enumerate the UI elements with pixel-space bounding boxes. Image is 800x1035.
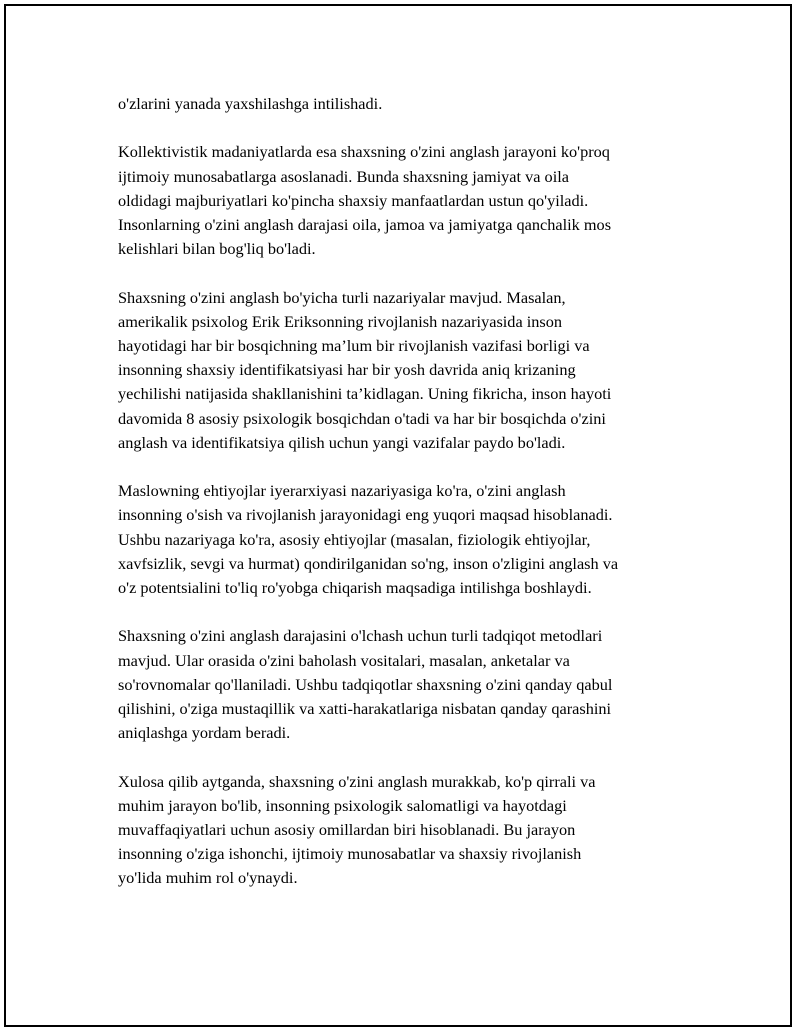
paragraph-6 bbox=[118, 770, 688, 891]
text-line: muhim jarayon bo'lib, insonning psixologik salomatligi va hayotdagi bbox=[118, 795, 567, 815]
paragraph-5 bbox=[118, 624, 688, 745]
text-line: yechilishi natijasida shakllanishini ta’kidlagan. Uning fikricha, inson hayoti bbox=[118, 384, 612, 404]
paragraph-1 bbox=[118, 92, 688, 116]
text-line: Maslowning ehtiyojlar iyerarxiyasi nazariyasiga ko'ra, o'zini anglash bbox=[118, 481, 566, 501]
text-line: so'rovnomalar qo'llaniladi. Ushbu tadqiqotlar shaxsning o'zini qanday qabul bbox=[118, 674, 613, 694]
text-line: insonning o'sish va rivojlanish jarayonidagi eng yuqori maqsad hisoblanadi. bbox=[118, 505, 613, 525]
paragraph-2 bbox=[118, 140, 688, 261]
text-line: aniqlashga yordam beradi. bbox=[118, 723, 291, 743]
text-line: amerikalik psixolog Erik Eriksonning rivojlanish nazariyasida inson bbox=[118, 311, 563, 331]
text-line: xavfsizlik, sevgi va hurmat) qondirilganidan so'ng, inson o'zligini anglash va bbox=[118, 553, 619, 573]
text-line: davomida 8 asosiy psixologik bosqichdan o'tadi va har bir bosqichda o'zini bbox=[118, 408, 606, 428]
text-line: yo'lida muhim rol o'ynaydi. bbox=[118, 868, 298, 888]
text-line: muvaffaqiyatlari uchun asosiy omillardan biri hisoblanadi. Bu jarayon bbox=[118, 820, 576, 840]
paragraph-4 bbox=[118, 479, 688, 600]
text-line: mavjud. Ular orasida o'zini baholash vositalari, masalan, anketalar va bbox=[118, 650, 570, 670]
text-line: ijtimoiy munosabatlarga asoslanadi. Bunda shaxsning jamiyat va oila bbox=[118, 166, 569, 186]
text-line: insonning shaxsiy identifikatsiyasi har bir yosh davrida aniq krizaning bbox=[118, 360, 576, 380]
text-line: Shaxsning o'zini anglash bo'yicha turli nazariyalar mavjud. Masalan, bbox=[118, 287, 566, 307]
text-line: o'z potentsialini to'liq ro'yobga chiqarish maqsadiga intilishga boshlaydi. bbox=[118, 578, 592, 598]
text-line: Shaxsning o'zini anglash darajasini o'lchash uchun turli tadqiqot metodlari bbox=[118, 626, 603, 646]
document-body bbox=[118, 92, 688, 915]
text-line: Xulosa qilib aytganda, shaxsning o'zini anglash murakkab, ko'p qirrali va bbox=[118, 771, 596, 791]
text-line: qilishini, o'ziga mustaqillik va xatti-harakatlariga nisbatan qanday qarashini bbox=[118, 699, 612, 719]
text-line: Kollektivistik madaniyatlarda esa shaxsning o'zini anglash jarayoni ko'proq bbox=[118, 142, 610, 162]
text-line: Insonlarning o'zini anglash darajasi oila, jamoa va jamiyatga qanchalik mos bbox=[118, 215, 612, 234]
text-line: Ushbu nazariyaga ko'ra, asosiy ehtiyojlar (masalan, fiziologik ehtiyojlar, bbox=[118, 529, 591, 549]
text-line: insonning o'ziga ishonchi, ijtimoiy munosabatlar va shaxsiy rivojlanish bbox=[118, 844, 582, 864]
text-line: hayotidagi har bir bosqichning ma’lum bir rivojlanish vazifasi borligi va bbox=[118, 336, 590, 355]
text-line: o'zlarini yanada yaxshilashga intilishadi. bbox=[118, 94, 383, 113]
text-line: kelishlari bilan bog'liq bo'ladi. bbox=[118, 239, 316, 259]
paragraph-3 bbox=[118, 286, 688, 455]
text-line: oldidagi majburiyatlari ko'pincha shaxsiy manfaatlardan ustun qo'yiladi. bbox=[118, 190, 589, 210]
text-line: anglash va identifikatsiya qilish uchun yangi vazifalar paydo bo'ladi. bbox=[118, 432, 566, 452]
